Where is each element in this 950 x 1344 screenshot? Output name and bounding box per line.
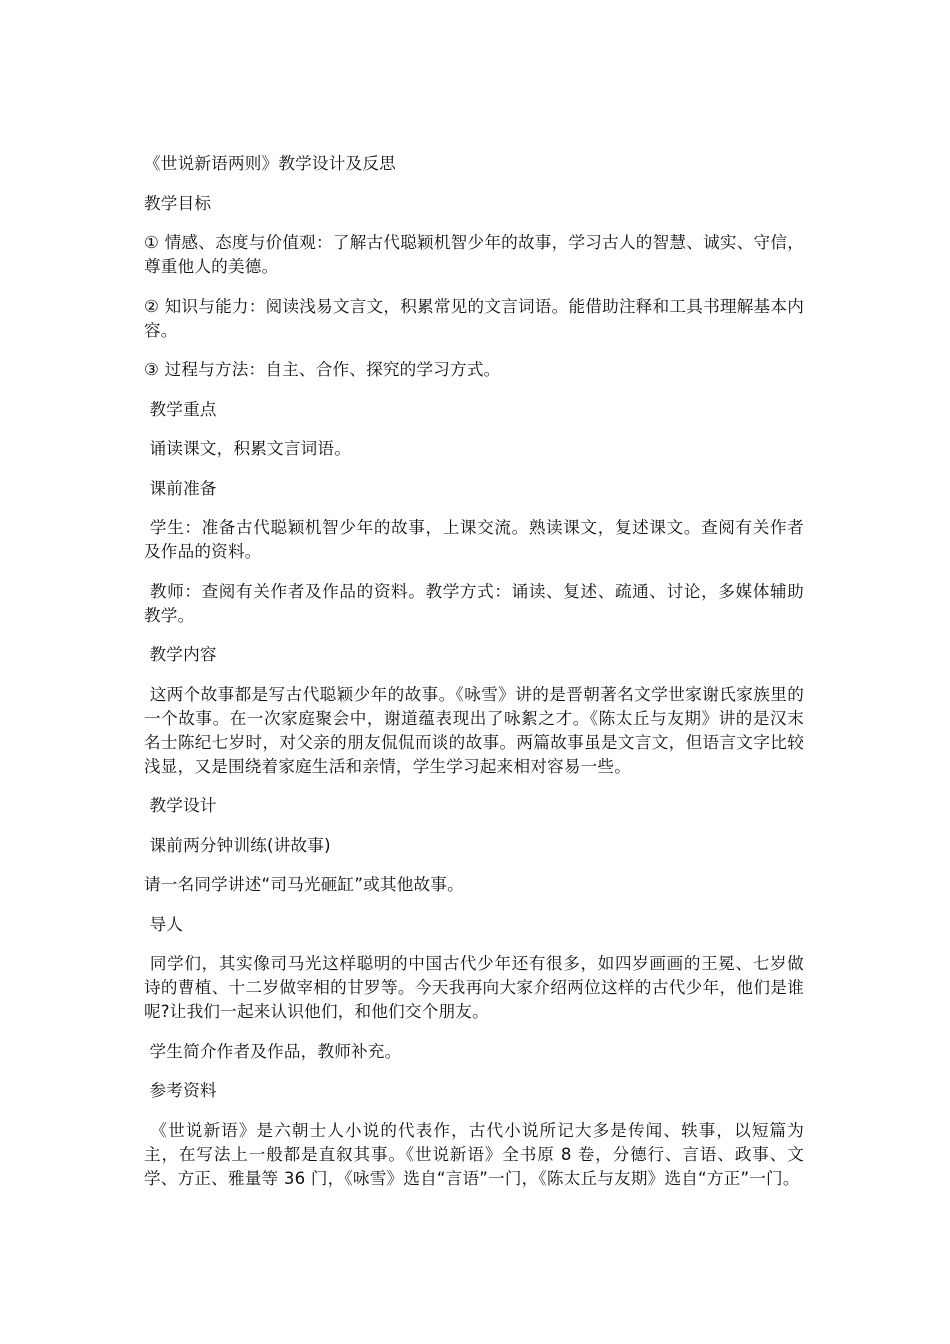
goal-item-1: ① 情感、态度与价值观：了解古代聪颖机智少年的故事，学习古人的智慧、诚实、守信，尊重他人的美德。: [144, 233, 804, 276]
heading-teaching-goals: 教学目标: [144, 193, 212, 213]
teaching-focus-text: 诵读课文，积累文言词语。: [144, 439, 352, 458]
warmup-instruction: 请一名同学讲述“司马光砸缸”或其他故事。: [144, 875, 464, 894]
introduction-text: 同学们，其实像司马光这样聪明的中国古代少年还有很多，如四岁画画的王冕、七岁做诗的曹植、十二岁做宰相的甘罗等。今天我再向大家介绍两位这样的古代少年，他们是谁呢?让我们一起来认识他们，和他们交个朋友。: [144, 954, 804, 1021]
heading-preparation: 课前准备: [144, 478, 217, 498]
warmup-activity: 课前两分钟训练(讲故事): [144, 835, 331, 855]
heading-teaching-design: 教学设计: [144, 796, 217, 815]
heading-teaching-focus: 教学重点: [144, 399, 217, 419]
heading-introduction: 导人: [144, 914, 184, 934]
heading-reference: 参考资料: [144, 1081, 217, 1100]
goal-item-2: ② 知识与能力：阅读浅易文言文，积累常见的文言词语。能借助注释和工具书理解基本内容。: [144, 296, 804, 340]
teaching-content-text: 这两个故事都是写古代聪颖少年的故事。《咏雪》讲的是晋朝著名文学世家谢氏家族里的一个故事。在一次家庭聚会中，谢道蕴表现出了咏絮之才。《陈太丘与友期》讲的是汉末名士陈纪七岁时，对父亲的朋友侃侃而谈的故事。两篇故事虽是文言文，但语言文字比较浅显，又是围绕着家庭生活和亲情，学生学习起来相对容易一些。: [144, 684, 804, 776]
document-title: 《世说新语两则》教学设计及反思: [144, 154, 396, 173]
heading-teaching-content: 教学内容: [144, 645, 217, 664]
reference-text: 《世说新语》是六朝士人小说的代表作，古代小说所记大多是传闻、轶事，以短篇为主，在写法上一般都是直叙其事。《世说新语》全书原 8 卷，分德行、言语、政事、文学、方正、雅量等 36 门，《咏雪》选自“言语”一门，《陈太丘与友期》选自“方正”一门。: [144, 1120, 804, 1188]
student-introduction: 学生简介作者及作品，教师补充。: [144, 1041, 402, 1061]
preparation-teacher: 教师：查阅有关作者及作品的资料。教学方式：诵读、复述、疏通、讨论，多媒体辅助教学。: [144, 581, 804, 625]
preparation-students: 学生：准备古代聪颖机智少年的故事，上课交流。熟读课文，复述课文。查阅有关作者及作品的资料。: [144, 518, 804, 561]
document-page: [144, 152, 804, 1206]
goal-item-3: ③ 过程与方法：自主、合作、探究的学习方式。: [144, 360, 501, 379]
